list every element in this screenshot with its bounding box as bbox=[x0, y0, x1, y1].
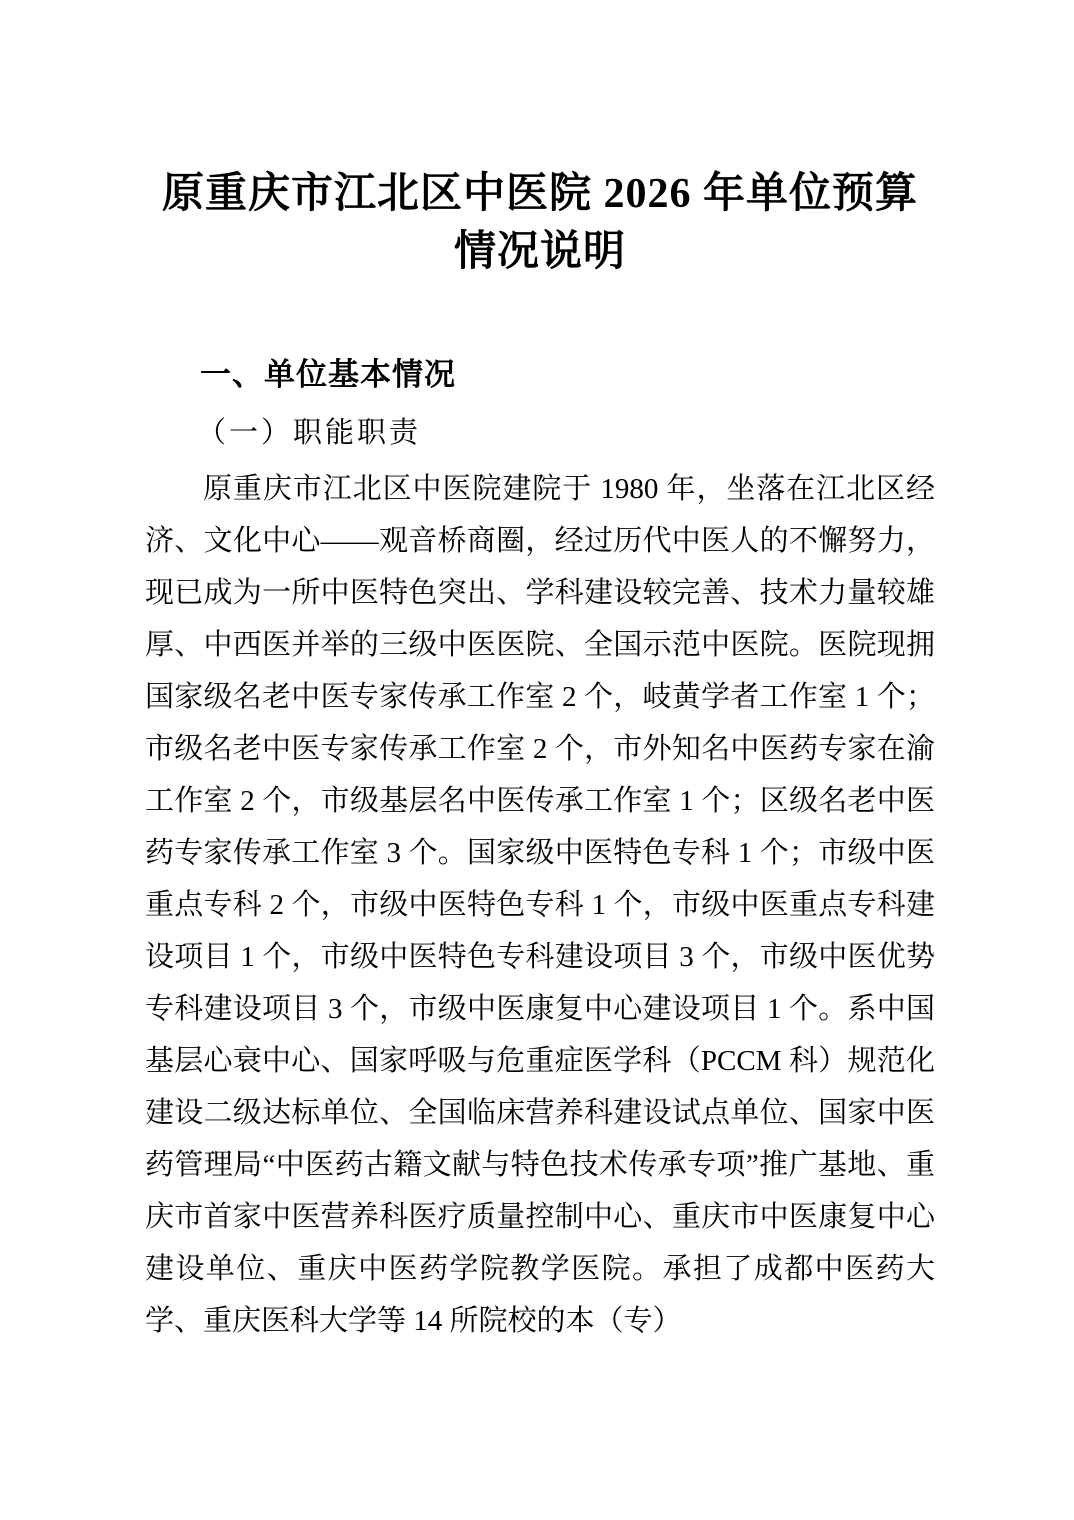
section-heading-basic-info: 一、单位基本情况 bbox=[200, 357, 456, 392]
document-page bbox=[145, 0, 935, 1347]
document-title bbox=[145, 165, 935, 281]
body-paragraph-hospital-overview: 原重庆市江北区中医院建院于 1980 年，坐落在江北区经济、文化中心——观音桥商圈，经过历代中医人的不懈努力，现已成为一所中医特色突出、学科建设较完善、技术力量较雄厚、中西医并举的三级中医医院、全国示范中医院。医院现拥国家级名老中医专家传承工作室 2 个，岐黄学者工作室 1 个；市级名老中医专家传承工作室 2 个，市外知名中医药专家在渝工作室 2 个，市级基层名中医传承工作室 1 个；区级名老中医药专家传承工作室 3 个。国家级中医特色专科 1 个；市级中医重点专科 2 个，市级中医特色专科 1 个，市级中医重点专科建设项目 1 个，市级中医特色专科建设项目 3 个，市级中医优势专科建设项目 3 个，市级中医康复中心建设项目 1 个。系中国基层心衰中心、国家呼吸与危重症医学科（PCCM 科）规范化建设二级达标单位、全国临床营养科建设试点单位、国家中医药管理局“中医药古籍文献与特色技术传承专项”推广基地、重庆市首家中医营养科医疗质量控制中心、重庆市中医康复中心建设单位、重庆中医药学院教学医院。承担了成都中医药大学、重庆医科大学等 14 所院校的本（专） bbox=[145, 473, 935, 1337]
document-title-line1: 原重庆市江北区中医院 2026 年单位预算 bbox=[161, 171, 918, 217]
document-title-line2: 情况说明 bbox=[453, 229, 626, 275]
subsection-heading-duties: （一）职能职责 bbox=[197, 417, 422, 449]
